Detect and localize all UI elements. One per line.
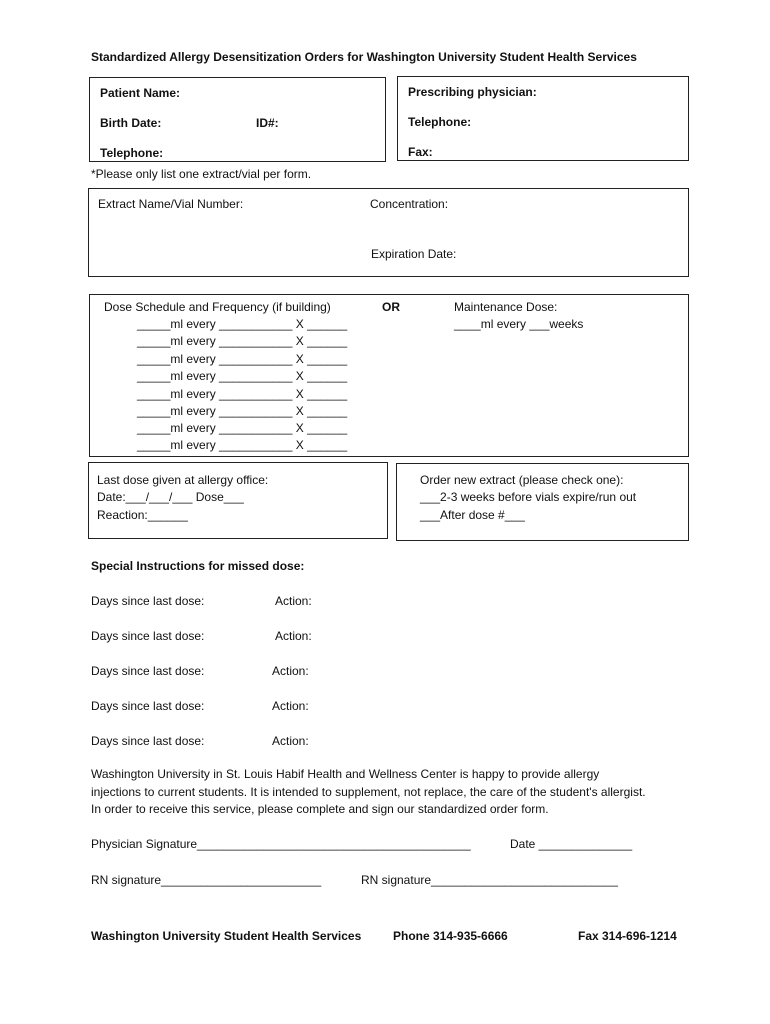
one-extract-note: *Please only list one extract/vial per form.: [91, 167, 312, 181]
days-since-label: Days since last dose:: [91, 734, 205, 748]
signature-date-line: Date ______________: [510, 837, 633, 851]
days-since-label: Days since last dose:: [91, 594, 205, 608]
order-option-after-dose: ___After dose #___: [420, 508, 525, 522]
page-title: Standardized Allergy Desensitization Orders for Washington University Student Health Services: [91, 50, 637, 64]
rn-signature-line-2: RN signature____________________________: [361, 873, 618, 887]
concentration-label: Concentration:: [370, 197, 449, 211]
days-since-label: Days since last dose:: [91, 699, 205, 713]
days-since-label: Days since last dose:: [91, 664, 205, 678]
action-label: Action:: [272, 664, 309, 678]
footer-fax: Fax 314-696-1214: [578, 929, 677, 943]
rn-signature-line-1: RN signature________________________: [91, 873, 322, 887]
schedule-line: _____ml every ___________ X ______: [137, 387, 348, 401]
prescribing-physician-label: Prescribing physician:: [408, 85, 537, 99]
footer-org: Washington University Student Health Services: [91, 929, 362, 943]
last-dose-box: [88, 462, 388, 539]
last-dose-date-line: Date:___/___/___ Dose___: [97, 490, 244, 504]
id-label: ID#:: [256, 116, 279, 130]
physician-telephone-label: Telephone:: [408, 115, 472, 129]
extract-name-label: Extract Name/Vial Number:: [98, 197, 244, 211]
birth-date-label: Birth Date:: [100, 116, 162, 130]
schedule-line: _____ml every ___________ X ______: [137, 421, 348, 435]
order-option-weeks: ___2-3 weeks before vials expire/run out: [420, 490, 637, 504]
dose-schedule-heading: Dose Schedule and Frequency (if building): [104, 300, 331, 314]
dose-schedule-box: [89, 294, 689, 457]
patient-name-label: Patient Name:: [100, 86, 181, 100]
special-instructions-heading: Special Instructions for missed dose:: [91, 559, 305, 573]
reaction-line: Reaction:______: [97, 508, 188, 522]
maintenance-dose-line: ____ml every ___weeks: [454, 317, 584, 331]
order-extract-box: [396, 463, 689, 541]
schedule-line: _____ml every ___________ X ______: [137, 369, 348, 383]
action-label: Action:: [272, 699, 309, 713]
action-label: Action:: [272, 734, 309, 748]
physician-info-box: [397, 76, 689, 161]
action-label: Action:: [275, 594, 312, 608]
expiration-date-label: Expiration Date:: [371, 247, 457, 261]
physician-signature-line: Physician Signature_________________________________________: [91, 837, 471, 851]
service-description: Washington University in St. Louis Habif Health and Wellness Center is happy to provide allergy injections to current students. It is intended to supplement, not replace, the care of the student's allergist. In order to receive this service, please complete and sign our standardized order form.: [91, 767, 646, 816]
schedule-line: _____ml every ___________ X ______: [137, 438, 348, 452]
days-since-label: Days since last dose:: [91, 629, 205, 643]
last-dose-label: Last dose given at allergy office:: [97, 473, 269, 487]
patient-info-box: [89, 77, 386, 162]
or-label: OR: [382, 300, 400, 314]
schedule-line: _____ml every ___________ X ______: [137, 352, 348, 366]
schedule-line: _____ml every ___________ X ______: [137, 334, 348, 348]
action-label: Action:: [275, 629, 312, 643]
physician-fax-label: Fax:: [408, 145, 433, 159]
maintenance-dose-heading: Maintenance Dose:: [454, 300, 558, 314]
patient-telephone-label: Telephone:: [100, 146, 164, 160]
schedule-line: _____ml every ___________ X ______: [137, 317, 348, 331]
order-extract-label: Order new extract (please check one):: [420, 473, 624, 487]
extract-info-box: [88, 188, 689, 277]
schedule-line: _____ml every ___________ X ______: [137, 404, 348, 418]
footer-phone: Phone 314-935-6666: [393, 929, 508, 943]
